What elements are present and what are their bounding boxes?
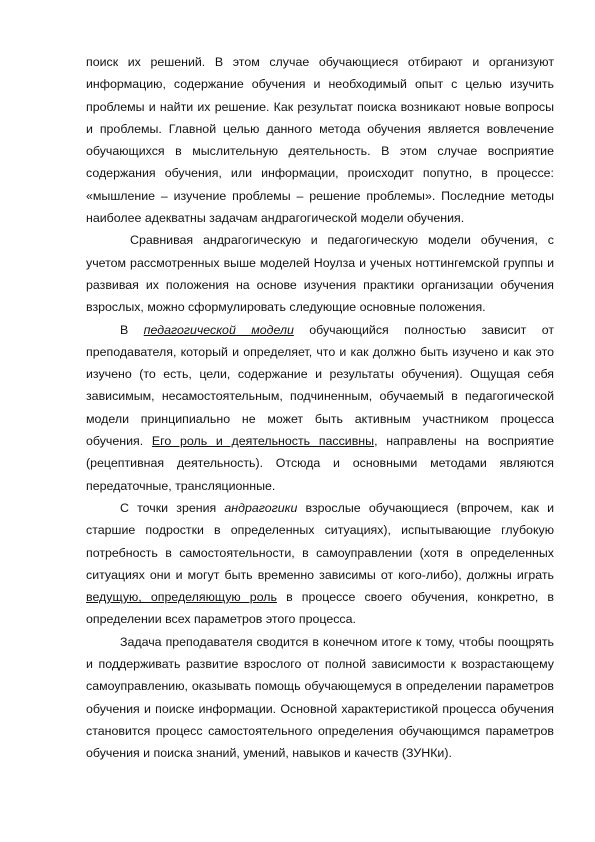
paragraph-4-start: С точки зрения <box>120 500 225 515</box>
body-text <box>86 51 554 765</box>
paragraph-3-middle: обучающийся полностью зависит от преподавателя, который и определяет, что и как должно быть изучено и как это изучено (то есть, цели, содержание и результаты обучения). Ощущая себя зависимым, несамостоятельным, подчиненным, обучаемый в педагогической модели принципиально не может быть активным участником процесса обучения. <box>86 322 555 449</box>
paragraph-4-end: в процессе своего обучения, конкретно, в определении всех параметров этого процесса. <box>86 590 554 627</box>
paragraph-3-end: , направлены на восприятие (рецептивная деятельность). Отсюда и основными методами являются передаточные, трансляционные. <box>86 434 554 493</box>
andragogy-term: андрагогики <box>224 500 298 515</box>
paragraph-2: Сравнивая андрагогическую и педагогическую модели обучения, с учетом рассмотренных выше моделей Ноулза и ученых ноттингемской группы и развивая их положения на основе изучения практики организации обучения взрослых, можно сформулировать следующие основные положения. <box>86 233 554 315</box>
paragraph-5: Задача преподавателя сводится в конечном итоге к тому, чтобы поощрять и поддерживать развитие взрослого от полной зависимости к возрастающему самоуправлению, оказывать помощь обучающемуся в определении параметров обучения и поиске информации. Основной характеристикой процесса обучения становится процесс самостоятельного определения обучающимся параметров обучения и поиска знаний, умений, навыков и качеств (ЗУНКи). <box>86 634 554 761</box>
paragraph-3 <box>86 319 554 497</box>
paragraph-4-middle: взрослые обучающиеся (впрочем, как и старшие подростки в определенных ситуациях), испытывающие глубокую потребность в самостоятельности, в самоуправлении (хотя в определенных ситуациях они и могут быть временно зависимы от кого-либо), должны играть <box>86 500 555 582</box>
paragraph-3-start: В <box>120 322 144 337</box>
passive-role-phrase: Его роль и деятельность пассивны <box>151 434 375 449</box>
leading-role-phrase: ведущую, определяющую роль <box>86 590 277 605</box>
paragraph-1: поиск их решений. В этом случае обучающиеся отбирают и организуют информацию, содержание обучения и необходимый опыт с целью изучить проблемы и найти их решение. Как результат поиска возникают новые вопросы и проблемы. Главной целью данного метода обучения является вовлечение обучающихся в мыслительную деятельность. В этом случае восприятие содержания обучения, или информации, происходит попутно, в процессе: «мышление – изучение проблемы – решение проблемы». Последние методы наиболее адекватны задачам андрагогической модели обучения. <box>86 55 554 226</box>
paragraph-4 <box>86 497 554 631</box>
pedagogical-model-term: педагогической модели <box>143 322 294 337</box>
